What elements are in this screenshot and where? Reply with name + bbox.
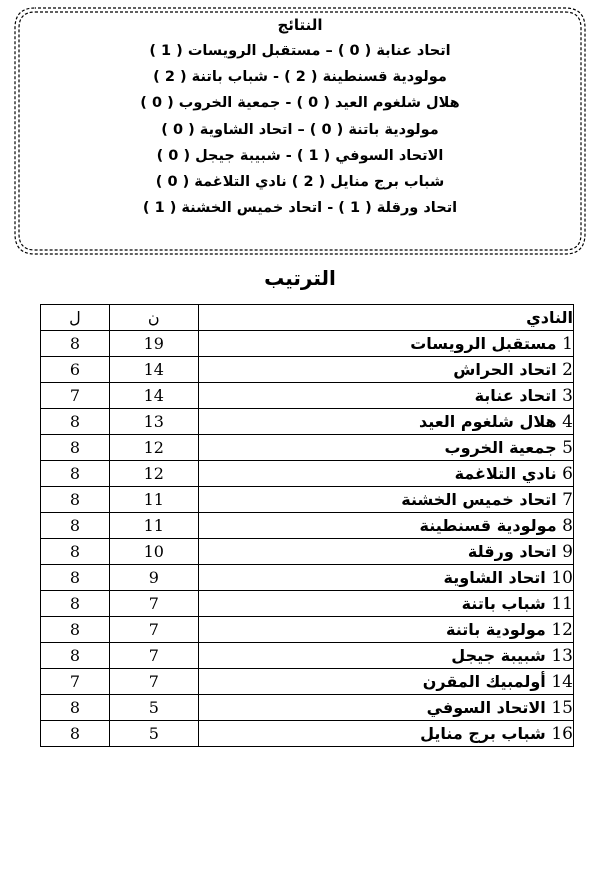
table-row <box>41 383 574 409</box>
table-row <box>41 513 574 539</box>
rank-number: 15 <box>551 697 573 718</box>
table-row <box>41 695 574 721</box>
header-played: ل <box>41 305 110 331</box>
rank-number: 14 <box>551 671 573 692</box>
club-name: أولمبيك المقرن <box>422 671 546 691</box>
club-cell <box>198 461 573 487</box>
table-header-row <box>41 305 574 331</box>
rank-number: 9 <box>562 541 573 562</box>
club-name: شبيبة جيجل <box>451 645 546 665</box>
result-line: مولودية قسنطينة ( 2 ) - شباب باتنة ( 2 ) <box>153 69 447 86</box>
points-cell: 12 <box>109 461 198 487</box>
table-row <box>41 643 574 669</box>
played-cell: 8 <box>41 409 110 435</box>
points-cell: 7 <box>109 669 198 695</box>
club-cell <box>198 695 573 721</box>
played-cell: 6 <box>41 357 110 383</box>
results-title: النتائج <box>277 16 323 34</box>
club-cell <box>198 617 573 643</box>
result-line: الاتحاد السوفي ( 1 ) - شبيبة جيجل ( 0 ) <box>156 147 444 164</box>
result-line: اتحاد عنابة ( 0 ) – مستقبل الرويسات ( 1 ) <box>149 43 451 59</box>
club-cell <box>198 643 573 669</box>
club-name: اتحاد ورقلة <box>467 541 557 561</box>
club-cell <box>198 435 573 461</box>
rank-number: 1 <box>562 333 573 354</box>
table-row <box>41 539 574 565</box>
club-cell <box>198 487 573 513</box>
standings-body <box>41 331 574 747</box>
club-name: شباب برج منايل <box>420 723 546 743</box>
result-line: اتحاد ورقلة ( 1 ) - اتحاد خميس الخشنة ( 1 ) <box>142 200 458 217</box>
club-cell <box>198 357 573 383</box>
result-line: مولودية باتنة ( 0 ) – اتحاد الشاوية ( 0 ) <box>161 121 439 138</box>
club-name: جمعية الخروب <box>444 437 557 457</box>
points-cell: 9 <box>109 565 198 591</box>
club-name: شباب باتنة <box>461 593 546 613</box>
rank-number: 6 <box>562 463 573 484</box>
table-row <box>41 435 574 461</box>
rank-number: 4 <box>562 411 573 432</box>
points-cell: 7 <box>109 617 198 643</box>
played-cell: 8 <box>41 695 110 721</box>
points-cell: 11 <box>109 487 198 513</box>
club-cell <box>198 383 573 409</box>
club-name: اتحاد عنابة <box>474 385 557 405</box>
club-cell <box>198 565 573 591</box>
points-cell: 11 <box>109 513 198 539</box>
points-cell: 5 <box>109 721 198 747</box>
played-cell: 8 <box>41 331 110 357</box>
club-name: مستقبل الرويسات <box>410 333 557 353</box>
table-row <box>41 331 574 357</box>
results-content <box>13 6 587 256</box>
table-row <box>41 669 574 695</box>
rank-number: 3 <box>562 385 573 406</box>
club-name: اتحاد الشاوية <box>443 567 546 587</box>
club-name: اتحاد خميس الخشنة <box>401 489 557 509</box>
club-cell <box>198 409 573 435</box>
club-cell <box>198 331 573 357</box>
club-cell <box>198 721 573 747</box>
club-cell <box>198 513 573 539</box>
played-cell: 8 <box>41 487 110 513</box>
ranking-title: الترتيب <box>264 266 336 290</box>
header-club: النادي <box>198 305 573 331</box>
club-cell <box>198 591 573 617</box>
table-row <box>41 487 574 513</box>
rank-number: 10 <box>551 567 573 588</box>
club-cell <box>198 539 573 565</box>
played-cell: 8 <box>41 539 110 565</box>
results-box <box>13 6 587 256</box>
rank-number: 13 <box>551 645 573 666</box>
header-points: ن <box>109 305 198 331</box>
club-name: نادي التلاغمة <box>454 463 557 483</box>
table-row <box>41 565 574 591</box>
rank-number: 8 <box>562 515 573 536</box>
table-row <box>41 357 574 383</box>
rank-number: 12 <box>551 619 573 640</box>
played-cell: 7 <box>41 383 110 409</box>
points-cell: 7 <box>109 643 198 669</box>
played-cell: 8 <box>41 435 110 461</box>
points-cell: 10 <box>109 539 198 565</box>
club-name: مولودية قسنطينة <box>419 515 557 535</box>
points-cell: 12 <box>109 435 198 461</box>
table-row <box>41 721 574 747</box>
result-line: هلال شلغوم العيد ( 0 ) - جمعية الخروب ( 0 ) <box>140 95 460 112</box>
table-row <box>41 617 574 643</box>
table-row <box>41 591 574 617</box>
played-cell: 8 <box>41 513 110 539</box>
played-cell: 8 <box>41 591 110 617</box>
played-cell: 8 <box>41 617 110 643</box>
table-row <box>41 409 574 435</box>
result-line: شباب برج منايل ( 2 ) نادي التلاغمة ( 0 ) <box>155 174 445 191</box>
points-cell: 14 <box>109 357 198 383</box>
club-name: مولودية باتنة <box>446 619 546 639</box>
club-cell <box>198 669 573 695</box>
points-cell: 5 <box>109 695 198 721</box>
club-name: هلال شلغوم العيد <box>418 411 557 431</box>
played-cell: 8 <box>41 565 110 591</box>
club-name: اتحاد الحراش <box>453 359 557 379</box>
points-cell: 14 <box>109 383 198 409</box>
points-cell: 13 <box>109 409 198 435</box>
rank-number: 7 <box>562 489 573 510</box>
points-cell: 19 <box>109 331 198 357</box>
rank-number: 16 <box>551 723 573 744</box>
rank-number: 5 <box>562 437 573 458</box>
points-cell: 7 <box>109 591 198 617</box>
rank-number: 2 <box>562 359 573 380</box>
rank-number: 11 <box>551 593 573 614</box>
played-cell: 7 <box>41 669 110 695</box>
played-cell: 8 <box>41 461 110 487</box>
table-row <box>41 461 574 487</box>
standings-table <box>40 304 574 747</box>
club-name: الاتحاد السوفي <box>426 697 546 717</box>
played-cell: 8 <box>41 721 110 747</box>
played-cell: 8 <box>41 643 110 669</box>
